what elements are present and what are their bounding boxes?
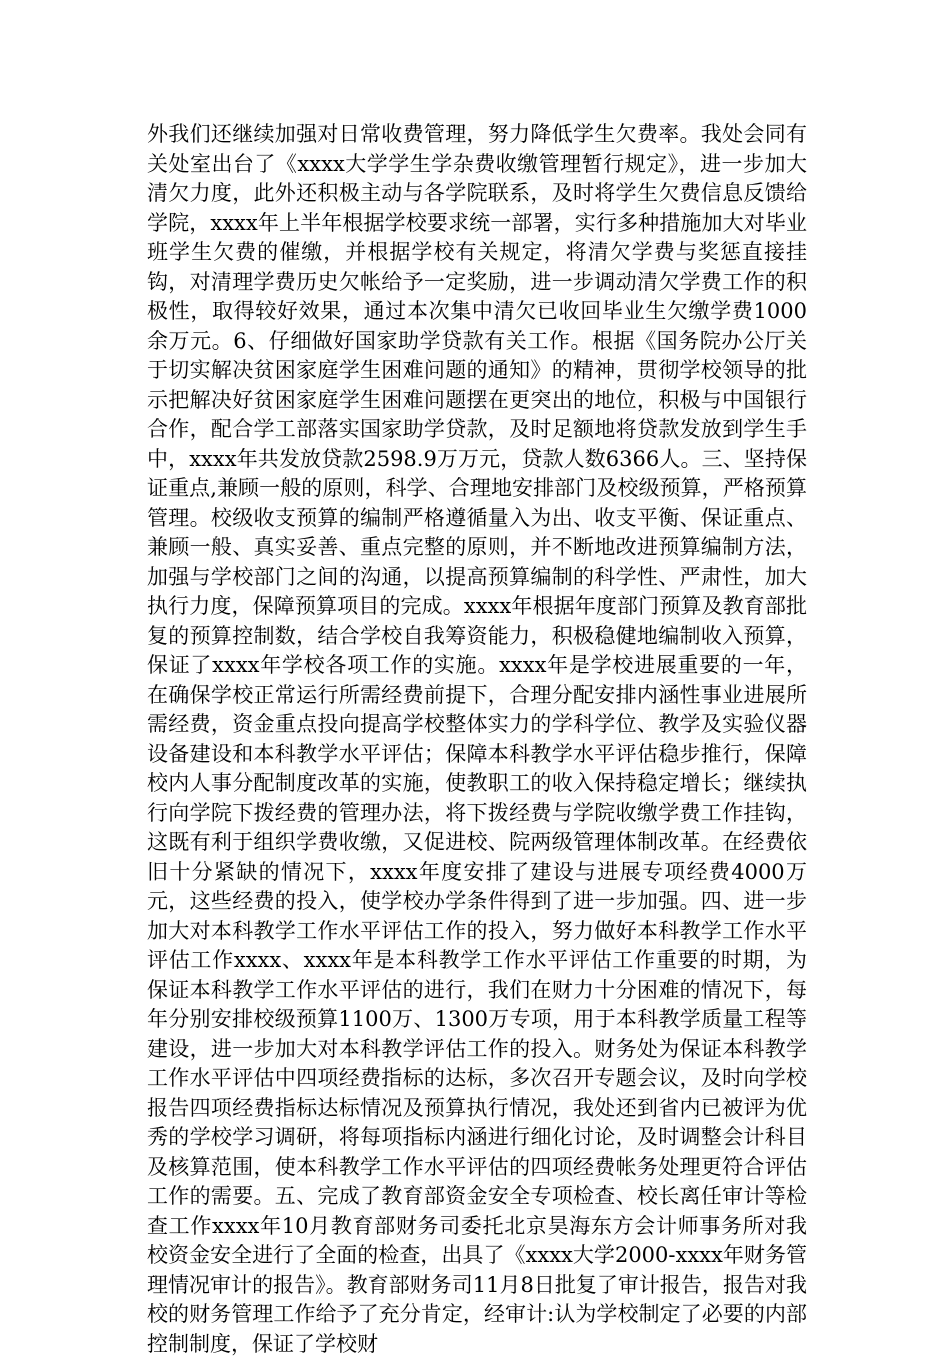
body-paragraph: 外我们还继续加强对日常收费管理，努力降低学生欠费率。我处会同有关处室出台了《xxxx大学学生学杂费收缴管理暂行规定》，进一步加大清欠力度，此外还积极主动与各学院联系，及时将学生欠费信息反馈给学院，xxxx年上半年根据学校要求统一部署，实行多种措施加大对毕业班学生欠费的催缴，并根据学校有关规定，将清欠学费与奖惩直接挂钩，对清理学费历史欠帐给予一定奖励，进一步调动清欠学费工作的积极性，取得较好效果，通过本次集中清欠已收回毕业生欠缴学费1000余万元。6、仔细做好国家助学贷款有关工作。根据《国务院办公厅关于切实解决贫困家庭学生困难问题的通知》的精神，贯彻学校领导的批示把解决好贫困家庭学生困难问题摆在更突出的地位，积极与中国银行合作，配合学工部落实国家助学贷款，及时足额地将贷款发放到学生手中，xxxx年共发放贷款2598.9万万元，贷款人数6366人。三、坚持保证重点,兼顾一般的原则，科学、合理地安排部门及校级预算，严格预算管理。校级收支预算的编制严格遵循量入为出、收支平衡、保证重点、兼顾一般、真实妥善、重点完整的原则，并不断地改进预算编制方法，加强与学校部门之间的沟通，以提高预算编制的科学性、严肃性，加大执行力度，保障预算项目的完成。xxxx年根据年度部门预算及教育部批复的预算控制数，结合学校自我筹资能力，积极稳健地编制收入预算，保证了xxxx年学校各项工作的实施。xxxx年是学校进展重要的一年，在确保学校正常运行所需经费前提下，合理分配安排内涵性事业进展所需经费，资金重点投向提高学校整体实力的学科学位、教学及实验仪器设备建设和本科教学水平评估；保障本科教学水平评估稳步推行，保障校内人事分配制度改革的实施，使教职工的收入保持稳定增长；继续执行向学院下拨经费的管理办法，将下拨经费与学院收缴学费工作挂钩，这既有利于组织学费收缴，又促进校、院两级管理体制改革。在经费依旧十分紧缺的情况下，xxxx年度安排了建设与进展专项经费4000万元，这些经费的投入，使学校办学条件得到了进一步加强。四、进一步加大对本科教学工作水平评估工作的投入，努力做好本科教学工作水平评估工作xxxx、xxxx年是本科教学工作水平评估工作重要的时期，为保证本科教学工作水平评估的进行，我们在财力十分困难的情况下，每年分别安排校级预算1100万、1300万专项，用于本科教学质量工程等建设，进一步加大对本科教学评估工作的投入。财务处为保证本科教学工作水平评估中四项经费指标的达标，多次召开专题会议，及时向学校报告四项经费指标达标情况及预算执行情况，我处还到省内已被评为优秀的学校学习调研，将每项指标内涵进行细化讨论，及时调整会计科目及核算范围，使本科教学工作水平评估的四项经费帐务处理更符合评估工作的需要。五、完成了教育部资金安全专项检查、校长离任审计等检查工作xxxx年10月教育部财务司委托北京昊海东方会计师事务所对我校资金安全进行了全面的检查，出具了《xxxx大学2000-xxxx年财务管理情况审计的报告》。教育部财务司11月8日批复了审计报告，报告对我校的财务管理工作给予了充分肯定，经审计:认为学校制定了必要的内部控制制度，保证了学校财 xyxy=(147,122,807,1356)
